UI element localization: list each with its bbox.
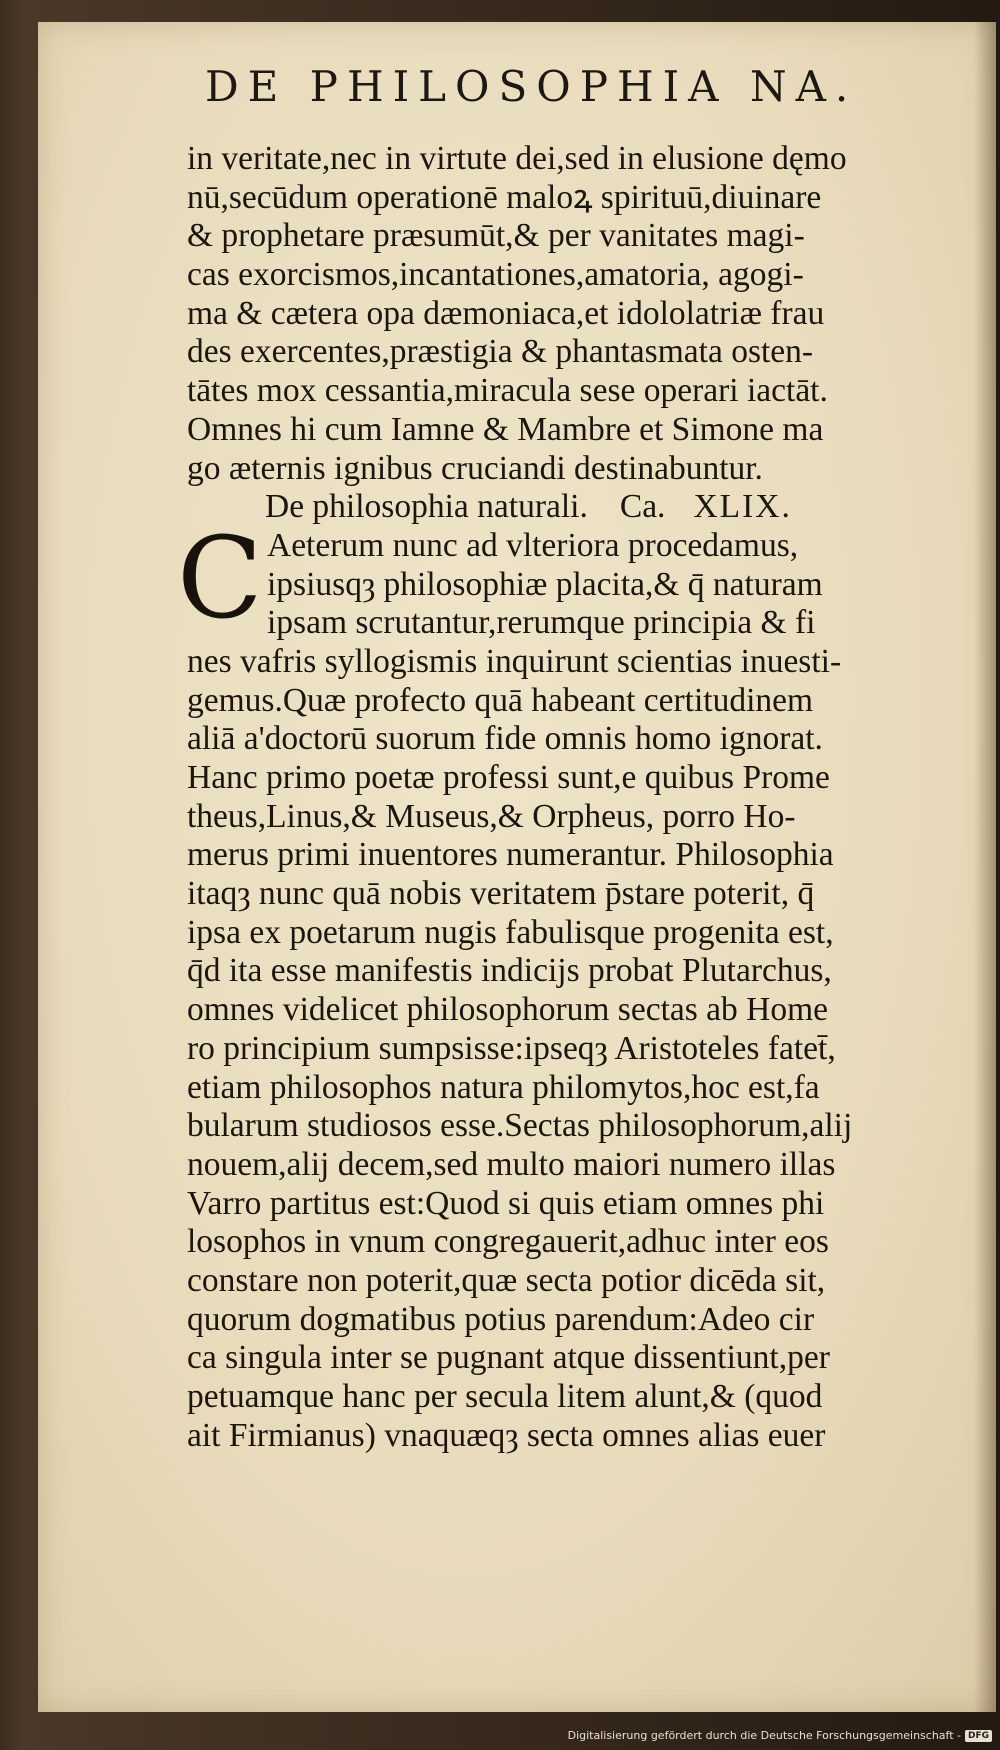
text-line: ma & cætera opa dæmoniaca,et idololatriæ frau [187,294,825,332]
text-line: nū,secūdum operationē maloꝝ spirituū,diuinare [187,178,822,216]
drop-cap-initial: C [177,513,263,644]
text-line: losophos in vnum congregauerit,adhuc inter eos [187,1223,829,1261]
text-line: ipsam scrutantur,rerumque principia & fi [267,604,816,642]
text-line: nes vafris syllogismis inquirunt scientias inuesti- [187,642,842,680]
text-line: theus,Linus,& Museus,& Orpheus, porro Ho- [187,797,796,835]
text-line: & prophetare præsumūt,& per vanitates magi- [187,217,805,255]
text-line: bularum studiosos esse.Sectas philosophorum,alij [187,1107,853,1145]
chapter-number: XLIX. [693,488,792,526]
body-text [177,140,952,1455]
text-line: ro principium sumpsisse:ipseqȝ Aristoteles fatet̄, [187,1029,836,1067]
running-header: DE PHILOSOPHIA NA. [205,62,858,111]
text-line: go æternis ignibus cruciandi destinabuntur. [187,449,763,487]
text-line: Hanc primo poetæ professi sunt,e quibus Prome [187,759,830,796]
chapter-label: Ca. [619,488,666,526]
text-line: des exercentes,præstigia & phantasmata osten- [187,333,814,371]
text-line: Omnes hi cum Iamne & Mambre et Simone ma [187,410,824,448]
credit-text: Digitalisierung gefördert durch die Deutsche Forschungsgemeinschaft - [567,1729,961,1742]
text-line: aliā a'doctorū suorum fide omnis homo ignorat. [187,720,823,758]
text-line: gemus.Quæ profecto quā habeant certitudinem [187,681,814,719]
text-line: Aeterum nunc ad vlteriora procedamus, [267,526,799,564]
chapter-title: De philosophia naturali. [265,488,588,526]
text-line: nouem,alij decem,sed multo maiori numero illas [187,1145,836,1183]
initial-paragraph [177,513,952,644]
text-line: petuamque hanc per secula litem alunt,& (quod [187,1378,823,1415]
text-line: etiam philosophos natura philomytos,hoc est,fa [187,1068,820,1106]
text-line: tātes mox cessantia,miracula sese operari iactāt. [187,372,828,410]
text-line: ca singula inter se pugnant atque dissentiunt,per [187,1339,830,1377]
text-line: itaqȝ nunc quā nobis veritatem p̄stare poterit, q̄ [187,875,815,913]
text-line: quorum dogmatibus potius parendum:Adeo cir [187,1300,815,1338]
text-line: cas exorcismos,incantationes,amatoria, agogi- [187,256,804,294]
text-line: merus primi inuentores numerantur. Philosophia [187,836,834,874]
text-line: ipsa ex poetarum nugis fabulisque progenita est, [187,913,834,951]
chapter-heading [187,488,952,527]
text-line: q̄d ita esse manifestis indicijs probat Plutarchus, [187,952,832,990]
text-line: in veritate,nec in virtute dei,sed in elusione dęmo [187,140,847,177]
text-line: Varro partitus est:Quod si quis etiam omnes phi [187,1184,825,1222]
digitization-credit [568,1729,992,1742]
dfg-logo: DFG [965,1730,992,1742]
text-line: omnes videlicet philosophorum sectas ab Home [187,991,829,1029]
text-line: ait Firmianus) vnaquæqȝ secta omnes alias euer [187,1416,826,1454]
page-edge-shadow [974,22,996,1712]
text-line: ipsiusqȝ philosophiæ placita,& q̄ naturam [267,565,823,603]
text-line: constare non poterit,quæ secta potior dicēda sit, [187,1261,826,1299]
